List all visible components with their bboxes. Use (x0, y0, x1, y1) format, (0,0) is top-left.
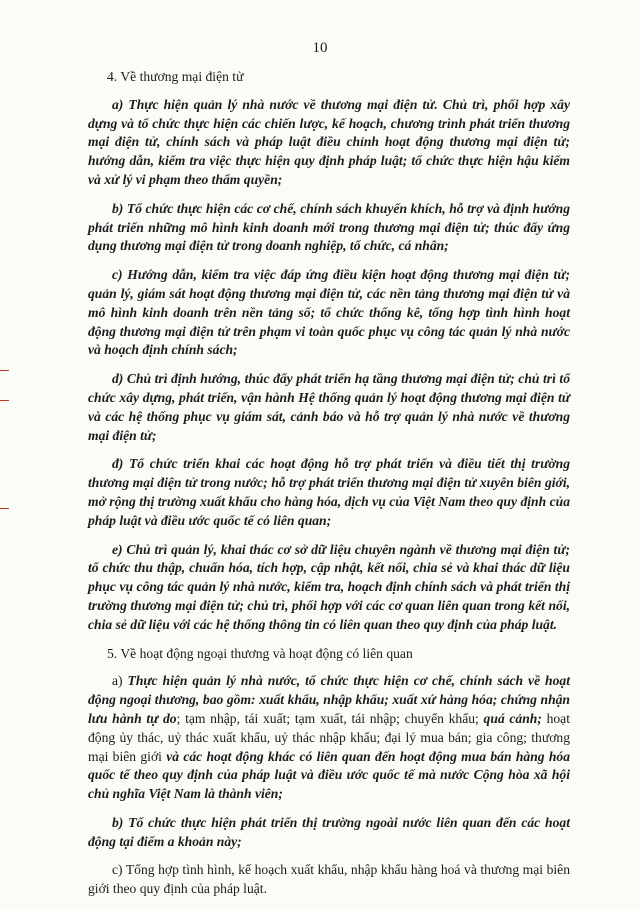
section-4-item-a: a) Thực hiện quản lý nhà nước về thương mại điện tử. Chủ trì, phối hợp xây dựng và tổ chức thực hiện các chiến lược, kế hoạch, chương trình phát triển thương mại điện tử, chính sách và pháp luật điều chỉnh hoạt động thương mại điện tử; hướng dẫn, kiểm tra việc thực hiện quy định pháp luật; tổ chức thực hiện hậu kiểm và xử lý vi phạm theo thẩm quyền; (88, 96, 570, 187)
section-5-item-a (88, 672, 570, 804)
section-4-item-c: c) Hướng dẫn, kiểm tra việc đáp ứng điều kiện hoạt động thương mại điện tử; quản lý, giám sát hoạt động thương mại điện tử, các nền tảng thương mại điện tử và mô hình kinh doanh trên nền tảng số; tổ chức thống kê, tổng hợp tình hình hoạt động thương mại điện tử trên phạm vi toàn quốc phục vụ công tác quản lý nhà nước và hoạch định chính sách; (88, 267, 570, 358)
section-5-item-c: c) Tổng hợp tình hình, kế hoạch xuất khẩu, nhập khẩu hàng hoá và thương mại biên giới theo quy định của pháp luật. (88, 862, 570, 897)
section-4-item-e: e) Chủ trì quản lý, khai thác cơ sở dữ liệu chuyên ngành về thương mại điện tử; tổ chức thu thập, chuẩn hóa, tích hợp, cập nhật, kết nối, chia sẻ và khai thác dữ liệu phục vụ công tác quản lý nhà nước, kiểm tra, hoạch định chính sách và phát triển thị trường thương mại điện tử; chủ trì, phối hợp với các cơ quan liên quan trong kết nối, chia sẻ dữ liệu với các hệ thống thông tin có liên quan theo quy định của pháp luật. (88, 541, 570, 632)
document-body (88, 68, 570, 909)
section-4-item-dd: đ) Tổ chức triển khai các hoạt động hỗ trợ phát triển và điều tiết thị trường thương mại điện tử trong nước; hỗ trợ phát triển thương mại điện tử xuyên biên giới, mở rộng thị trường xuất khẩu cho hàng hóa, dịch vụ của Việt Nam theo quy định của pháp luật và điều ước quốc tế có liên quan; (88, 456, 570, 528)
section-4-item-b: b) Tổ chức thực hiện các cơ chế, chính sách khuyến khích, hỗ trợ và định hướng phát triển những mô hình kinh doanh mới trong thương mại điện tử; thúc đẩy ứng dụng thương mại điện tử trong doanh nghiệp, tổ chức, cá nhân; (88, 200, 570, 254)
left-edge-mark (0, 400, 9, 401)
item-a-part-1: Thực hiện quản lý nhà nước, tổ chức thực hiện cơ chế, chính sách về hoạt động ngoại thương, bao gồm: xuất khẩu, nhập khẩu; xuất xứ hàng hóa; chứng nhận lưu hành tự do (88, 673, 570, 726)
page-number: 10 (312, 40, 328, 56)
item-a-prefix: a) (112, 673, 128, 689)
item-a-part-5: và các hoạt động khác có liên quan đến hoạt động mua bán hàng hóa quốc tế theo quy định của pháp luật và điều ước quốc tế mà nước Cộng hòa xã hội chủ nghĩa Việt Nam là thành viên; (88, 748, 570, 802)
item-a-part-2: ; tạm nhập, tái xuất; tạm xuất, tái nhập; chuyển khẩu; (176, 710, 484, 726)
section-5-heading: 5. Về hoạt động ngoại thương và hoạt động có liên quan (107, 645, 413, 661)
left-edge-mark (0, 370, 9, 371)
left-edge-mark (0, 508, 9, 509)
section-4-item-d: d) Chủ trì định hướng, thúc đẩy phát triển hạ tầng thương mại điện tử; chủ trì tổ chức xây dựng, phát triển, vận hành Hệ thống quản lý hoạt động thương mại điện tử và các hệ thống phục vụ giám sát, cảnh báo và hỗ trợ quản lý nhà nước về thương mại điện tử; (88, 371, 570, 443)
item-a-part-3: quá cảnh; (483, 710, 542, 726)
section-5-item-b: b) Tổ chức thực hiện phát triển thị trường ngoài nước liên quan đến các hoạt động tại điểm a khoản này; (88, 814, 570, 849)
item-a-part-4: hoạt động ủy thác, uỷ thác xuất khẩu, uỷ thác nhập khẩu; đại lý mua bán; gia công; thương mại biên giới (88, 710, 570, 764)
section-4-heading: 4. Về thương mại điện tử (107, 69, 244, 84)
